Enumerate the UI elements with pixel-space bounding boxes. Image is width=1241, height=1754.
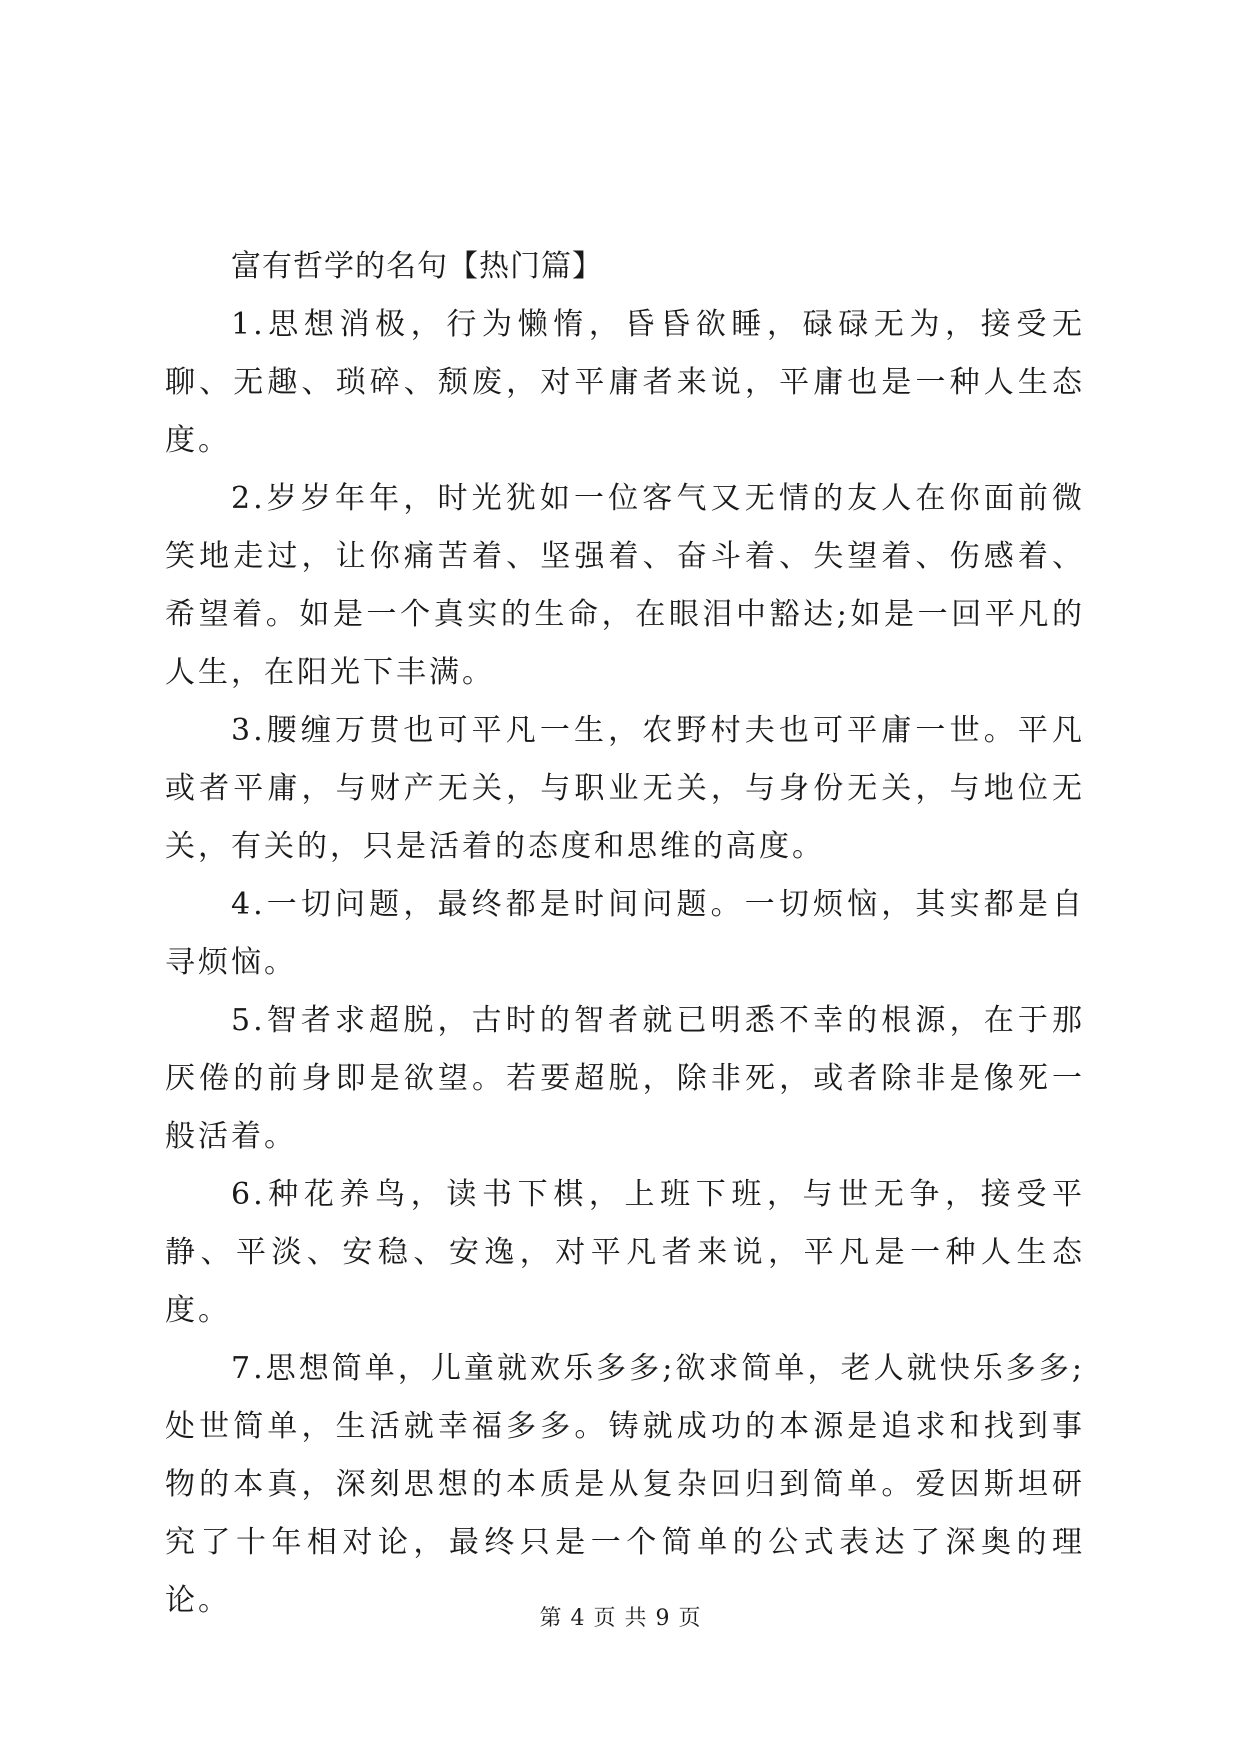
paragraph-5: 5.智者求超脱，古时的智者就已明悉不幸的根源，在于那厌倦的前身即是欲望。若要超脱，除非死，或者除非是像死一般活着。 bbox=[165, 1003, 1085, 1154]
paragraph-1: 1.思想消极，行为懒惰，昏昏欲睡，碌碌无为，接受无聊、无趣、琐碎、颓废，对平庸者来说，平庸也是一种人生态度。 bbox=[165, 307, 1085, 458]
page-number-footer: 第 4 页 共 9 页 bbox=[539, 1606, 702, 1631]
paragraph-6: 6.种花养鸟，读书下棋，上班下班，与世无争，接受平静、平淡、安稳、安逸，对平凡者来说，平凡是一种人生态度。 bbox=[165, 1177, 1085, 1328]
paragraph-4: 4.一切问题，最终都是时间问题。一切烦恼，其实都是自寻烦恼。 bbox=[165, 887, 1085, 980]
paragraph-3: 3.腰缠万贯也可平凡一生，农野村夫也可平庸一世。平凡或者平庸，与财产无关，与职业无关，与身份无关，与地位无关，有关的，只是活着的态度和思维的高度。 bbox=[165, 713, 1085, 864]
paragraph-7: 7.思想简单，儿童就欢乐多多;欲求简单，老人就快乐多多;处世简单，生活就幸福多多。铸就成功的本源是追求和找到事物的本真，深刻思想的本质是从复杂回归到简单。爱因斯坦研究了十年相对论，最终只是一个简单的公式表达了深奥的理论。 bbox=[165, 1351, 1085, 1618]
document-body bbox=[165, 238, 1085, 1630]
document-title: 富有哲学的名句【热门篇】 bbox=[231, 249, 603, 284]
paragraph-2: 2.岁岁年年，时光犹如一位客气又无情的友人在你面前微笑地走过，让你痛苦着、坚强着、奋斗着、失望着、伤感着、希望着。如是一个真实的生命，在眼泪中豁达;如是一回平凡的人生，在阳光下丰满。 bbox=[165, 481, 1085, 690]
